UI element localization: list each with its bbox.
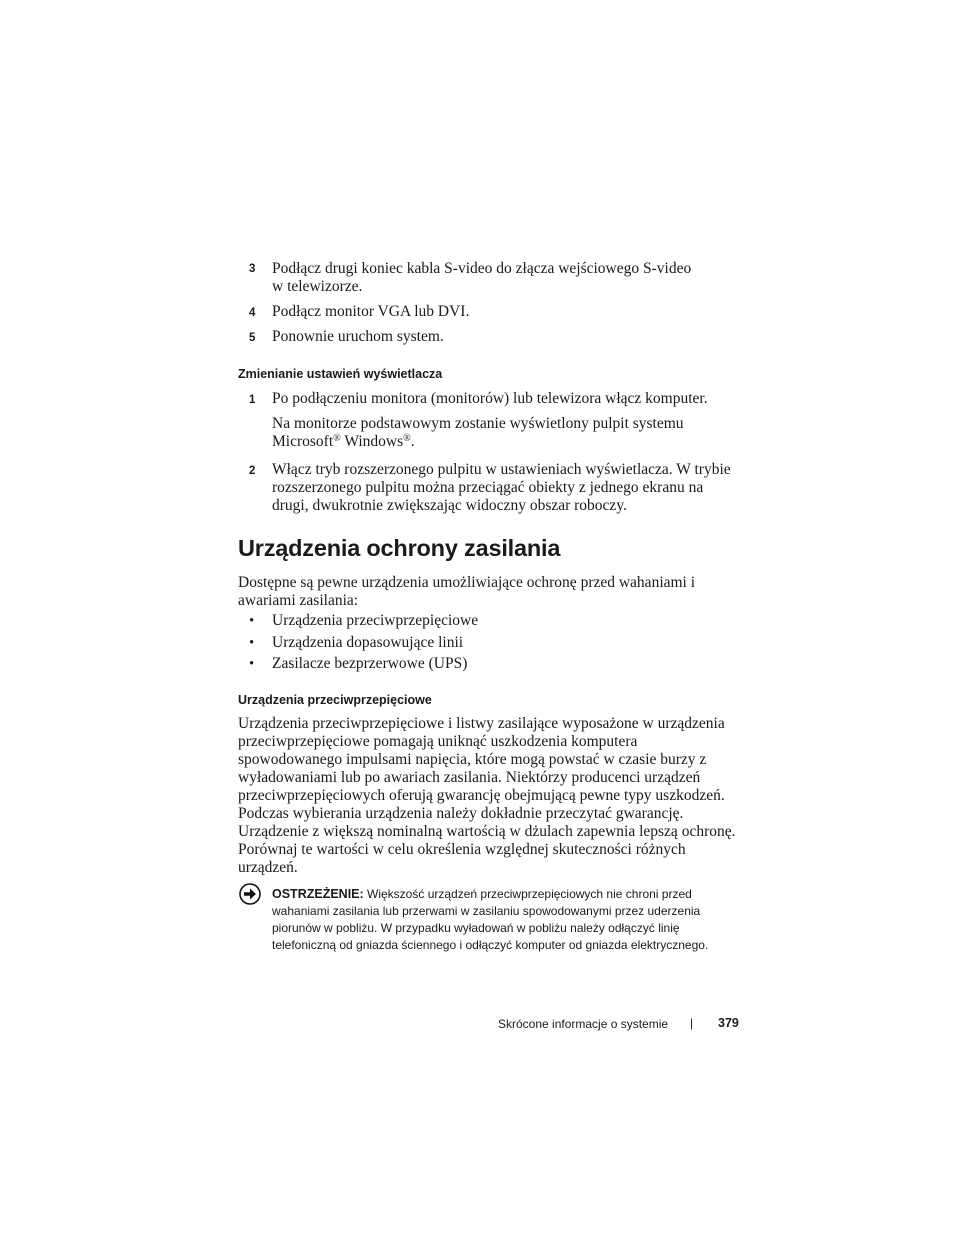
bullet-marker: • [249,635,255,651]
notice-arrow-icon [239,883,261,905]
step-number: 3 [249,263,256,275]
bullet-marker: • [249,613,255,629]
notice-text: Większość urządzeń przeciwprzepięciowych nie chroni przed wahaniami zasilania lub przerwami w zasilaniu spowodowanymi przez uderzenia piorunów w pobliżu. W przypadku wyładowań w pobliżu należy odłączyć linię telefoniczną od gniazda ściennego i odłączyć komputer od gniazda elektrycznego. [272,887,709,952]
page-title: Urządzenia ochrony zasilania [238,535,561,561]
step-number: 1 [249,394,256,406]
section-heading-surge-protectors: Urządzenia przeciwprzepięciowe [238,693,432,707]
notice-text-block [272,886,740,954]
step-text: Podłącz drugi koniec kabla S-video do złącza wejściowego S-video w telewizorze. [272,260,692,295]
footer-separator: | [690,1016,694,1030]
registered-mark: ® [333,433,341,444]
step-text: Po podłączeniu monitora (monitorów) lub telewizora włącz komputer. [272,390,708,407]
windows-text: Windows [344,433,404,450]
notice-label: OSTRZEŻENIE: [272,887,364,901]
intro-paragraph: Dostępne są pewne urządzenia umożliwiające ochronę przed wahaniami i awariami zasilania: [238,574,696,609]
step-note [272,415,742,451]
microsoft-text: Microsoft [272,433,334,450]
step-text: Podłącz monitor VGA lub DVI. [272,303,470,320]
bullet-item: Urządzenia przeciwprzepięciowe [272,612,479,629]
footer-title: Skrócone informacje o systemie [498,1017,669,1031]
page-number: 379 [718,1016,739,1030]
note-line-1: Na monitorze podstawowym zostanie wyświetlony pulpit systemu [272,415,684,432]
bullet-item: Zasilacze bezprzerwowe (UPS) [272,655,468,672]
note-end: . [410,433,415,450]
registered-mark: ® [403,433,411,444]
step-number: 5 [249,332,256,344]
step-text: Włącz tryb rozszerzonego pulpitu w ustawieniach wyświetlacza. W trybie rozszerzonego pulpitu można przeciągać obiekty z jednego ekranu na drugi, dwukrotnie zwiększając widoczny obszar roboczy. [272,461,731,514]
bullet-item: Urządzenia dopasowujące linii [272,634,464,651]
surge-protectors-paragraph: Urządzenia przeciwprzepięciowe i listwy zasilające wyposażone w urządzenia przeciwprzepięciowe pomagają uniknąć uszkodzenia komputera spowodowanego impulsami napięcia, które mogą powstać w czasie burzy z wyładowaniami lub po awariach zasilania. Niektórzy producenci urządzeń przeciwprzepięciowych oferują gwarancję obejmującą pewne typy uszkodzeń. Podczas wybierania urządzenia należy dokładnie przeczytać gwarancję. Urządzenie z większą nominalną wartością w dżulach zapewnia lepszą ochronę. Porównaj te wartości w celu określenia względnej skuteczności różnych urządzeń. [238,715,736,876]
step-number: 4 [249,307,256,319]
step-text: Ponownie uruchom system. [272,328,444,345]
section-heading-display-settings: Zmienianie ustawień wyświetlacza [238,367,443,381]
note-line-2 [272,433,742,451]
step-number: 2 [249,465,256,477]
bullet-marker: • [249,656,255,672]
